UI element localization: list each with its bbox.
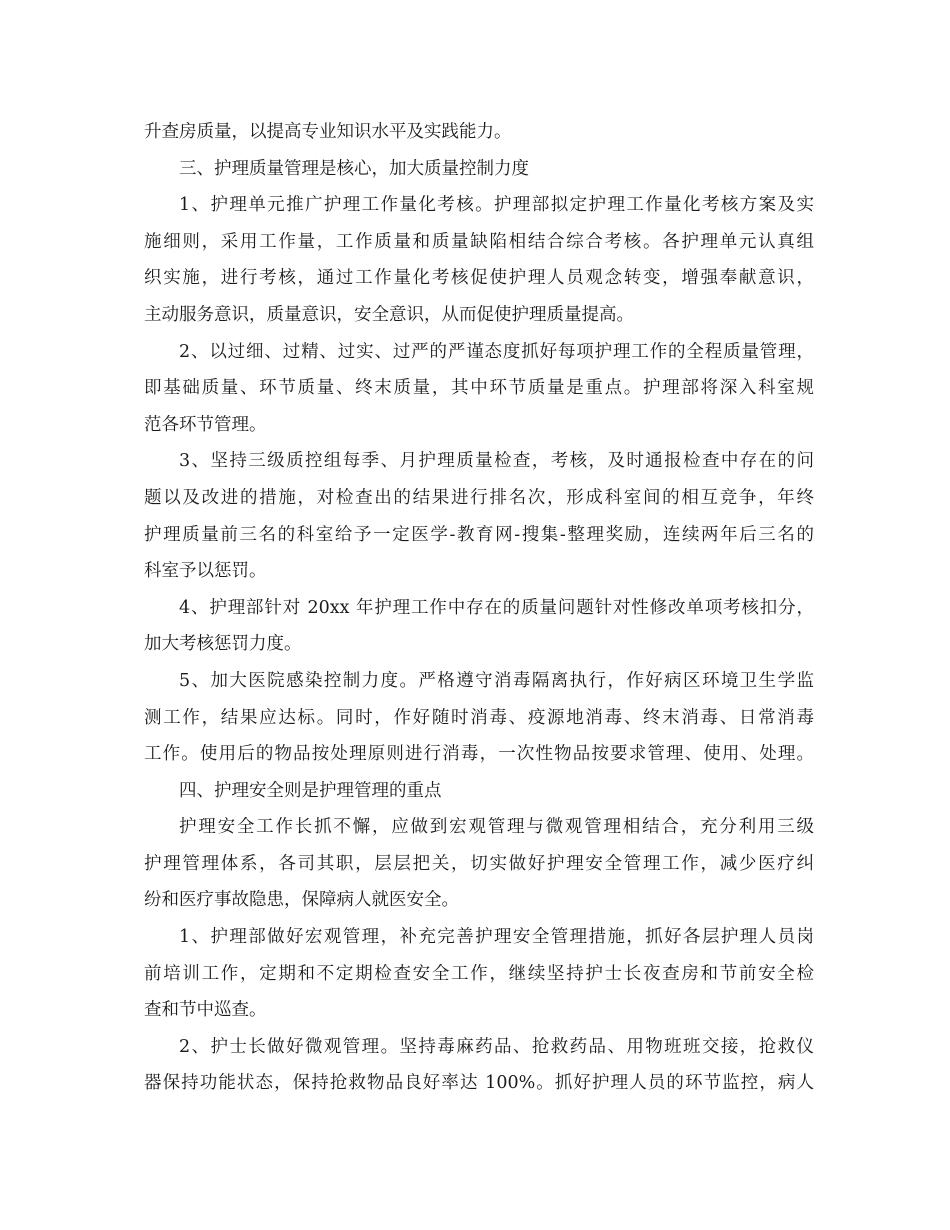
text-line: 四、护理安全则是护理管理的重点 <box>179 780 442 801</box>
document-body <box>144 114 814 1102</box>
text-line: 织实施，进行考核，通过工作量化考核促使护理人员观念转变，增强奉献意识， <box>144 268 814 289</box>
text-line: 升查房质量，以提高专业知识水平及实践能力。 <box>144 122 512 142</box>
text-line: 科室予以惩罚。 <box>144 561 267 582</box>
text-line: 加大考核惩罚力度。 <box>144 634 302 655</box>
text-line: 3、坚持三级质控组每季、月护理质量检查，考核，及时通报检查中存在的问 <box>179 451 814 472</box>
text-line: 1、护理单元推广护理工作量化考核。护理部拟定护理工作量化考核方案及实 <box>179 195 814 216</box>
text-line: 主动服务意识，质量意识，安全意识，从而促使护理质量提高。 <box>144 304 634 325</box>
text-line: 测工作，结果应达标。同时，作好随时消毒、疫源地消毒、终末消毒、日常消毒 <box>144 707 814 728</box>
text-line: 工作。使用后的物品按处理原则进行消毒，一次性物品按要求管理、使用、处理。 <box>144 744 814 765</box>
text-line: 2、护士长做好微观管理。坚持毒麻药品、抢救药品、用物班班交接，抢救仪 <box>179 1036 814 1057</box>
text-line: 前培训工作，定期和不定期检查安全工作，继续坚持护士长夜查房和节前安全检 <box>144 963 814 984</box>
text-line: 2、以过细、过精、过实、过严的严谨态度抓好每项护理工作的全程质量管理， <box>179 341 814 362</box>
text-line: 5、加大医院感染控制力度。严格遵守消毒隔离执行，作好病区环境卫生学监 <box>179 670 814 691</box>
text-line: 纷和医疗事故隐患，保障病人就医安全。 <box>144 890 459 911</box>
text-line: 题以及改进的措施，对检查出的结果进行排名次，形成科室间的相互竞争，年终 <box>144 487 814 508</box>
text-line: 护理安全工作长抓不懈，应做到宏观管理与微观管理相结合，充分利用三级 <box>179 817 814 838</box>
text-line: 范各环节管理。 <box>144 414 267 435</box>
text-line: 查和节中巡查。 <box>144 1000 267 1021</box>
text-line: 器保持功能状态，保持抢救物品良好率达 100%。抓好护理人员的环节监控，病人 <box>144 1073 814 1094</box>
text-line: 4、护理部针对 20xx 年护理工作中存在的质量问题针对性修改单项考核扣分， <box>179 597 814 618</box>
text-line: 护理管理体系，各司其职，层层把关，切实做好护理安全管理工作，减少医疗纠 <box>144 853 814 874</box>
text-line: 即基础质量、环节质量、终末质量，其中环节质量是重点。护理部将深入科室规 <box>144 378 814 399</box>
text-line: 施细则，采用工作量，工作质量和质量缺陷相结合综合考核。各护理单元认真组 <box>144 231 814 252</box>
text-line: 三、护理质量管理是核心，加大质量控制力度 <box>179 158 529 179</box>
text-line: 护理质量前三名的科室给予一定医学-教育网-搜集-整理奖励，连续两年后三名的 <box>144 524 814 545</box>
text-line: 1、护理部做好宏观管理，补充完善护理安全管理措施，抓好各层护理人员岗 <box>179 927 814 948</box>
